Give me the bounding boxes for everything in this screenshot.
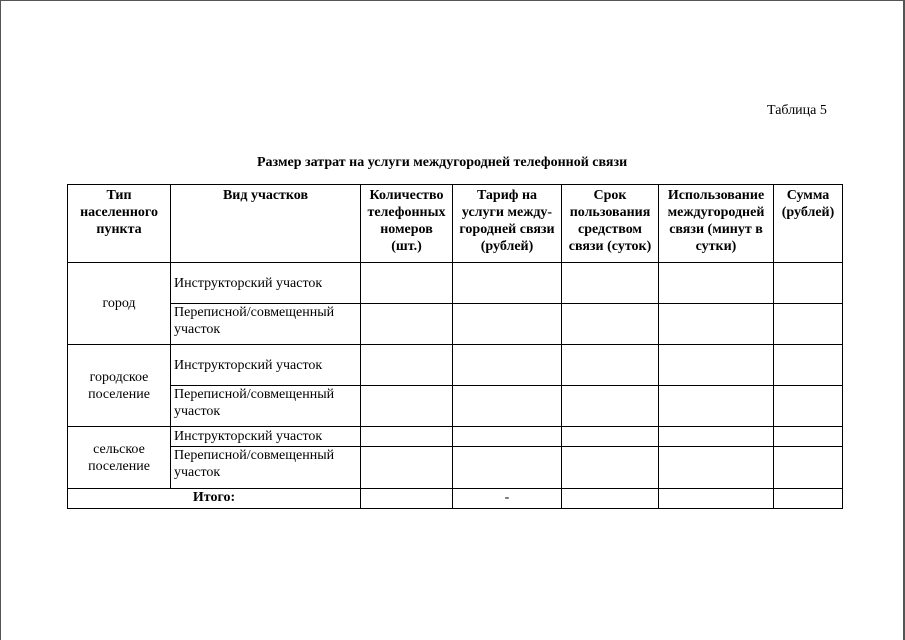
plot-label: Инструкторский участок xyxy=(171,263,361,304)
table-row xyxy=(68,447,843,489)
header-plot-type: Вид участков xyxy=(171,185,361,263)
total-phone-count xyxy=(361,489,453,509)
settlement-urban: городское поселение xyxy=(68,345,171,427)
cell-phone-count xyxy=(361,304,453,345)
page-border-top xyxy=(0,0,905,1)
cell-minutes xyxy=(659,304,774,345)
cost-table xyxy=(67,184,843,509)
cell-sum xyxy=(774,345,843,386)
cell-sum xyxy=(774,263,843,304)
settlement-rural: сельское поселение xyxy=(68,427,171,489)
plot-label: Инструкторский участок xyxy=(171,427,361,447)
total-tariff: - xyxy=(453,489,562,509)
cell-usage-period xyxy=(562,263,659,304)
header-phone-count: Количество телефонных номеров (шт.) xyxy=(361,185,453,263)
cell-phone-count xyxy=(361,447,453,489)
total-label: Итого: xyxy=(68,489,361,509)
total-sum xyxy=(774,489,843,509)
table-row xyxy=(68,345,843,386)
cell-usage-period xyxy=(562,386,659,427)
cell-phone-count xyxy=(361,427,453,447)
cell-usage-period xyxy=(562,427,659,447)
cell-minutes xyxy=(659,447,774,489)
cell-usage-period xyxy=(562,345,659,386)
table-row xyxy=(68,263,843,304)
table-row xyxy=(68,386,843,427)
plot-label: Переписной/совмещенный участок xyxy=(171,304,361,345)
table-title: Размер затрат на услуги междугородней телефонной связи xyxy=(257,155,628,170)
cell-tariff xyxy=(453,427,562,447)
cell-phone-count xyxy=(361,345,453,386)
cell-minutes xyxy=(659,386,774,427)
settlement-city: город xyxy=(68,263,171,345)
cell-usage-period xyxy=(562,304,659,345)
cell-sum xyxy=(774,427,843,447)
cell-minutes xyxy=(659,263,774,304)
plot-label: Переписной/совмещенный участок xyxy=(171,386,361,427)
cell-sum xyxy=(774,304,843,345)
cell-phone-count xyxy=(361,263,453,304)
cell-phone-count xyxy=(361,386,453,427)
cell-sum xyxy=(774,386,843,427)
total-usage-period xyxy=(562,489,659,509)
table-number: Таблица 5 xyxy=(767,103,827,118)
header-row xyxy=(68,185,843,263)
cell-usage-period xyxy=(562,447,659,489)
table-row xyxy=(68,304,843,345)
page-border-left xyxy=(0,0,1,640)
plot-label: Инструкторский участок xyxy=(171,345,361,386)
cell-minutes xyxy=(659,427,774,447)
header-settlement-type: Тип населенного пункта xyxy=(68,185,171,263)
header-minutes-per-day: Использование междугородней связи (минут в сутки) xyxy=(659,185,774,263)
cell-minutes xyxy=(659,345,774,386)
table-row xyxy=(68,427,843,447)
cell-tariff xyxy=(453,304,562,345)
header-tariff: Тариф на услуги между-городней связи (рублей) xyxy=(453,185,562,263)
total-minutes xyxy=(659,489,774,509)
total-row xyxy=(68,489,843,509)
header-usage-period: Срок пользования средством связи (суток) xyxy=(562,185,659,263)
plot-label: Переписной/совмещенный участок xyxy=(171,447,361,489)
cell-tariff xyxy=(453,447,562,489)
cell-tariff xyxy=(453,345,562,386)
header-sum: Сумма (рублей) xyxy=(774,185,843,263)
cell-tariff xyxy=(453,386,562,427)
cell-tariff xyxy=(453,263,562,304)
cell-sum xyxy=(774,447,843,489)
